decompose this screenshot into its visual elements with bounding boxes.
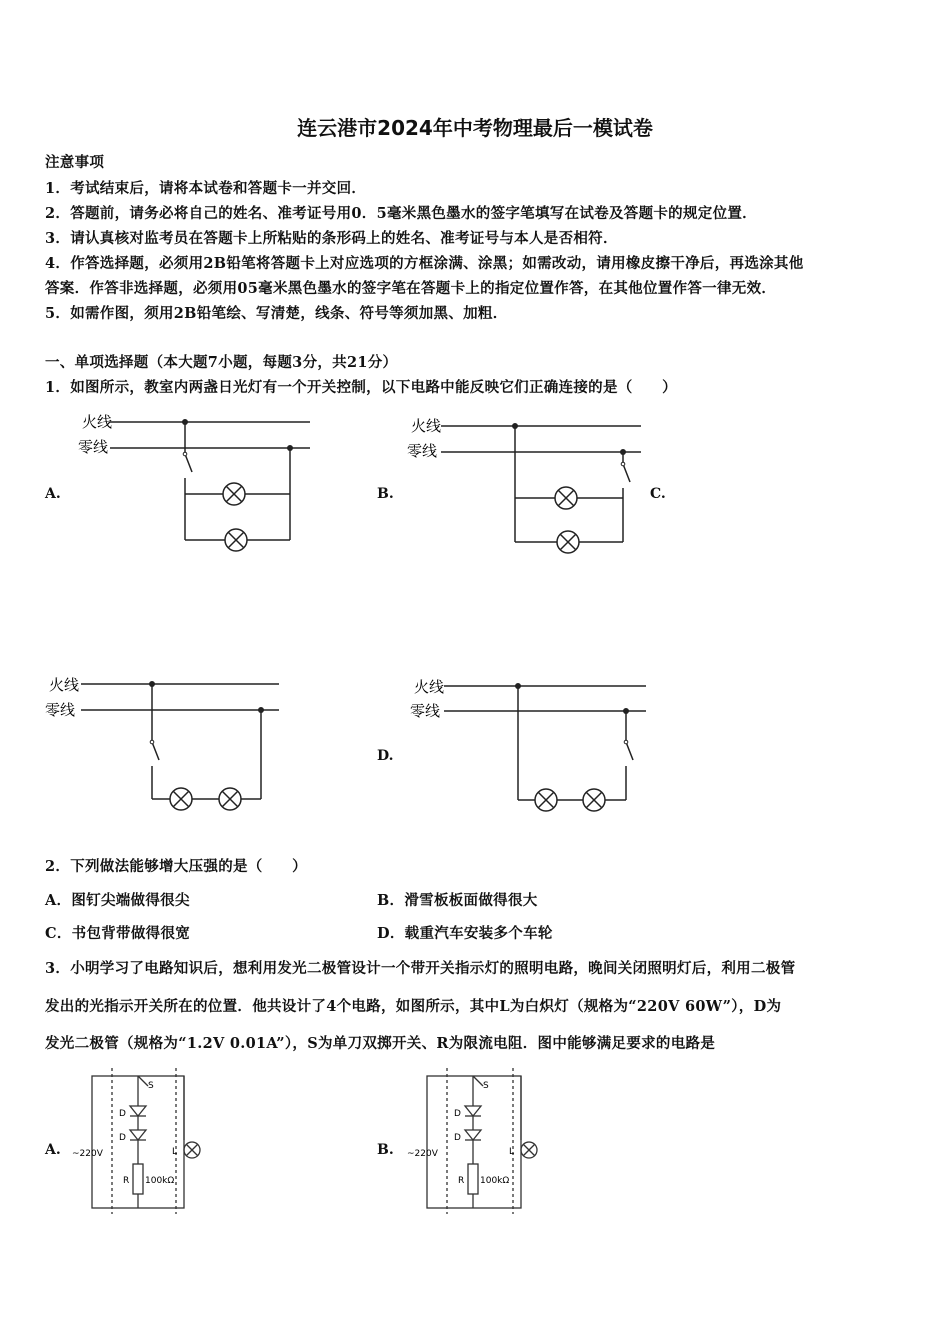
question-2-stem: 2．下列做法能够增大压强的是（ ）	[45, 858, 307, 875]
circuit-diagram-b	[45, 672, 290, 817]
live-wire-label: 火线	[411, 417, 442, 435]
option-d-label[interactable]: D.	[377, 748, 394, 764]
voltage-label: ~220V	[72, 1149, 103, 1159]
neutral-wire-label: 零线	[45, 701, 76, 719]
led-circuit-diagram-b	[405, 1066, 545, 1216]
live-wire-label: 火线	[49, 676, 80, 694]
resistor-value: 100kΩ	[145, 1176, 175, 1186]
question-3-stem-line: 发出的光指示开关所在的位置．他共设计了4个电路，如图所示，其中L为白炽灯（规格为“220V 60W”），D为	[45, 998, 782, 1015]
neutral-wire-label: 零线	[78, 438, 109, 456]
notice-item: 4．作答选择题，必须用2B铅笔将答题卡上对应选项的方框涂满、涂黑；如需改动，请用橡皮擦干净后，再选涂其他	[45, 255, 804, 272]
live-wire-label: 火线	[414, 678, 445, 696]
option-a-label[interactable]: A.	[45, 486, 61, 502]
question-2-option-b[interactable]: B．滑雪板板面做得很大	[377, 892, 538, 909]
question-2-option-c[interactable]: C．书包背带做得很宽	[45, 925, 191, 942]
diode-label: D	[119, 1133, 126, 1143]
lamp-label: L	[509, 1147, 515, 1157]
led-circuit-diagram-a	[72, 1066, 207, 1216]
question-3-option-b-label[interactable]: B.	[377, 1142, 394, 1158]
neutral-wire-label: 零线	[407, 442, 438, 460]
circuit-diagram-d	[408, 672, 653, 817]
page-title: 连云港市2024年中考物理最后一模试卷	[297, 116, 653, 140]
resistor-value: 100kΩ	[480, 1176, 510, 1186]
diode-label: D	[454, 1109, 461, 1119]
voltage-label: ~220V	[407, 1149, 438, 1159]
circuit-diagram-c	[405, 412, 645, 557]
question-2-option-d[interactable]: D．载重汽车安装多个车轮	[377, 925, 553, 942]
section-heading: 一、单项选择题（本大题7小题，每题3分，共21分）	[45, 354, 398, 371]
notice-item: 2．答题前，请务必将自己的姓名、准考证号用0．5毫米黑色墨水的签字笔填写在试卷及答题卡的规定位置．	[45, 205, 757, 222]
circuit-diagram-a	[70, 408, 320, 553]
switch-label: S	[148, 1081, 154, 1091]
diode-label: D	[454, 1133, 461, 1143]
notice-item: 5．如需作图，须用2B铅笔绘、写清楚，线条、符号等须加黑、加粗．	[45, 305, 508, 322]
question-3-stem-line: 发光二极管（规格为“1.2V 0.01A”），S为单刀双掷开关、R为限流电阻．图中能够满足要求的电路是	[45, 1035, 716, 1052]
question-1-stem: 1．如图所示，教室内两盏日光灯有一个开关控制，以下电路中能反映它们正确连接的是（ ）	[45, 379, 677, 396]
lamp-label: L	[172, 1147, 178, 1157]
question-3-stem-line: 3．小明学习了电路知识后，想利用发光二极管设计一个带开关指示灯的照明电路，晚间关闭照明灯后，利用二极管	[45, 960, 796, 977]
option-b-label[interactable]: B.	[377, 486, 394, 502]
option-c-label[interactable]: C.	[650, 486, 666, 502]
notice-item: 1．考试结束后，请将本试卷和答题卡一并交回．	[45, 180, 367, 197]
notice-heading: 注意事项	[45, 154, 105, 171]
notice-item: 答案．作答非选择题，必须用05毫米黑色墨水的签字笔在答题卡上的指定位置作答，在其他位置作答一律无效．	[45, 280, 777, 297]
resistor-label: R	[123, 1176, 130, 1186]
question-2-option-a[interactable]: A．图钉尖端做得很尖	[45, 892, 190, 909]
switch-label: S	[483, 1081, 489, 1091]
resistor-label: R	[458, 1176, 465, 1186]
neutral-wire-label: 零线	[410, 702, 441, 720]
diode-label: D	[119, 1109, 126, 1119]
live-wire-label: 火线	[82, 413, 113, 431]
notice-item: 3．请认真核对监考员在答题卡上所粘贴的条形码上的姓名、准考证号与本人是否相符．	[45, 230, 618, 247]
question-3-option-a-label[interactable]: A.	[45, 1142, 61, 1158]
